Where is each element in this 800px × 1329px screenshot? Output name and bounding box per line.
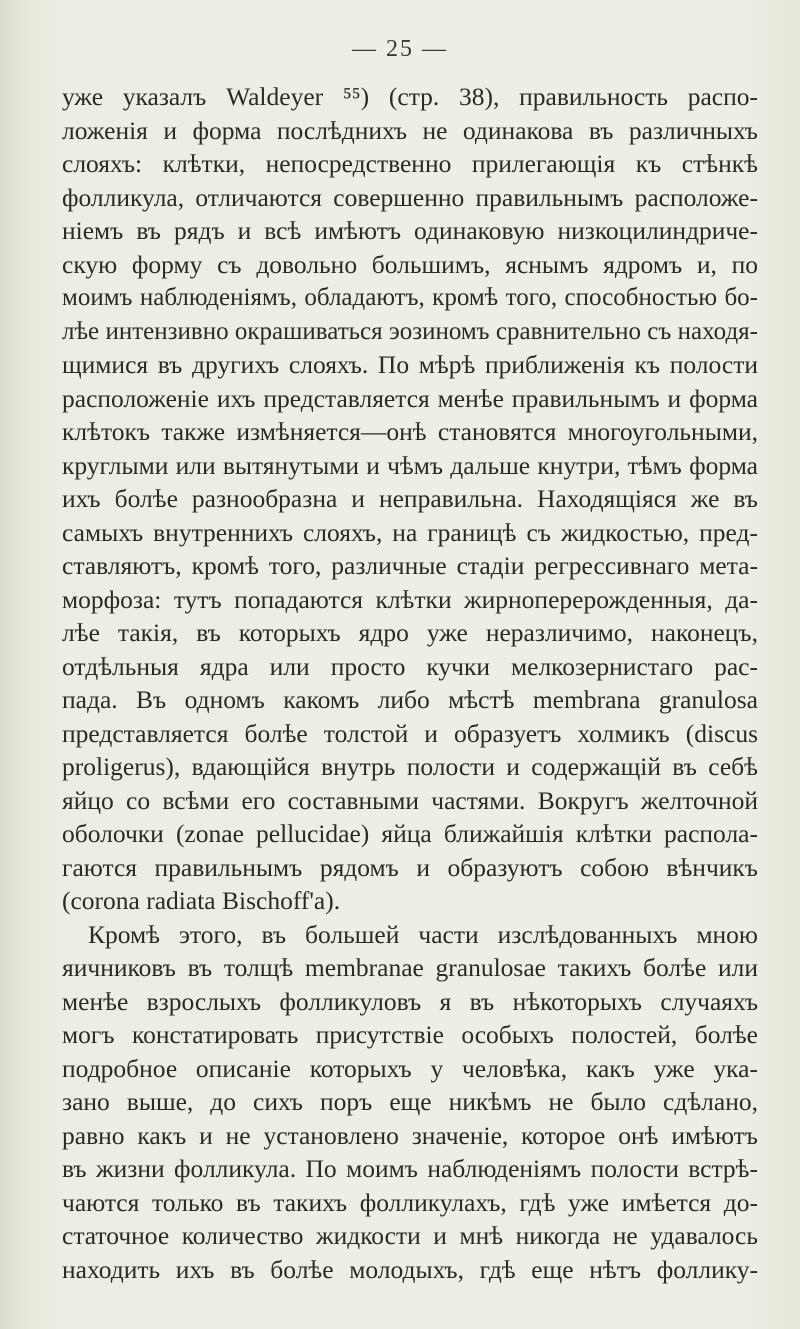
text-line: статочное количество жидкости и мнѣ никогда не удавалось (62, 1221, 758, 1250)
page-number: — 25 — (352, 36, 448, 62)
text-line: proligerus), вдающійся внутрь полости и содержащій въ себѣ (62, 752, 758, 781)
text-line: круглыми или вытянутыми и чѣмъ дальше кнутри, тѣмъ форма (62, 450, 758, 480)
text-line: ніемъ въ рядъ и всѣ имѣютъ одинаковую низкоцилиндриче- (62, 216, 758, 245)
text-line: ложенія и форма послѣднихъ не одинакова въ различныхъ (62, 115, 758, 145)
text-line: чаются только въ такихъ фолликулахъ, гдѣ уже имѣется до- (62, 1187, 758, 1217)
text-line: равно какъ и не установлено значеніе, которое онѣ имѣютъ (62, 1120, 758, 1150)
text-line: яйцо со всѣми его составными частями. Вокругъ желточной (62, 785, 758, 815)
text-line: могъ констатировать присутствіе особыхъ полостей, болѣе (62, 1020, 758, 1049)
text-line: пада. Въ одномъ какомъ либо мѣстѣ membrana granulosa (62, 685, 758, 714)
text-line: моимъ наблюденіямъ, обладаютъ, кромѣ того, способностью бо- (62, 284, 758, 311)
text-line: ставляютъ, кромѣ того, различные стадіи регрессивнаго мета- (62, 551, 758, 580)
text-line: самыхъ внутреннихъ слояхъ, на границѣ съ жидкостью, пред- (62, 517, 758, 547)
text-line: лѣе интензивно окрашиваться эозиномъ сравнительно съ находя- (62, 317, 758, 345)
body-text (62, 80, 758, 1286)
text-line: гаются правильнымъ рядомъ и образуютъ собою вѣнчикъ (62, 852, 758, 882)
text-line-paragraph-start: Кромѣ этого, въ большей части изслѣдованныхъ мною (88, 919, 758, 949)
text-line: отдѣльныя ядра или просто кучки мелкозернистаго рас- (62, 651, 758, 681)
text-line: щимися въ другихъ слояхъ. По мѣрѣ приближенія къ полости (62, 350, 758, 379)
text-line: зано выше, до сихъ поръ еще никѣмъ не было сдѣлано, (62, 1087, 758, 1116)
text-line: менѣе взрослыхъ фолликуловъ я въ нѣкоторыхъ случаяхъ (62, 986, 758, 1016)
text-line: фолликула, отличаются совершенно правильнымъ расположе- (62, 182, 758, 212)
text-line: въ жизни фолликула. По моимъ наблюденіямъ полости встрѣ- (62, 1154, 758, 1183)
text-line: слояхъ: клѣтки, непосредственно прилегающія къ стѣнкѣ (62, 149, 758, 178)
text-line: подробное описаніе которыхъ у человѣка, какъ уже ука- (62, 1053, 758, 1083)
text-line: оболочки (zonae pellucidae) яйца ближайшія клѣтки распола- (62, 819, 758, 848)
text-line: клѣтокъ также измѣняется—онѣ становятся многоугольными, (62, 417, 758, 446)
text-line: морфоза: тутъ попадаются клѣтки жирноперерожденныя, да- (62, 584, 758, 614)
text-line: лѣе такія, въ которыхъ ядро уже неразличимо, наконецъ, (62, 618, 758, 647)
text-line: яичниковъ въ толщѣ membranae granulosae такихъ болѣе или (62, 953, 758, 982)
text-line: представляется болѣе толстой и образуетъ холмикъ (discus (62, 718, 758, 748)
text-line: расположеніе ихъ представляется менѣе правильнымъ и форма (62, 383, 758, 413)
text-line: скую форму съ довольно большимъ, яснымъ ядромъ и, по (62, 249, 758, 279)
text-line-paragraph-end: (corona radiata Bischoff'а). (62, 886, 341, 915)
text-line: находить ихъ въ болѣе молодыхъ, гдѣ еще нѣтъ фоллику- (62, 1254, 758, 1284)
text-line: уже указалъ Waldeyer ⁵⁵) (стр. 38), правильность распо- (62, 82, 758, 111)
text-line: ихъ болѣе разнообразна и неправильна. Находящіяся же въ (62, 484, 758, 513)
